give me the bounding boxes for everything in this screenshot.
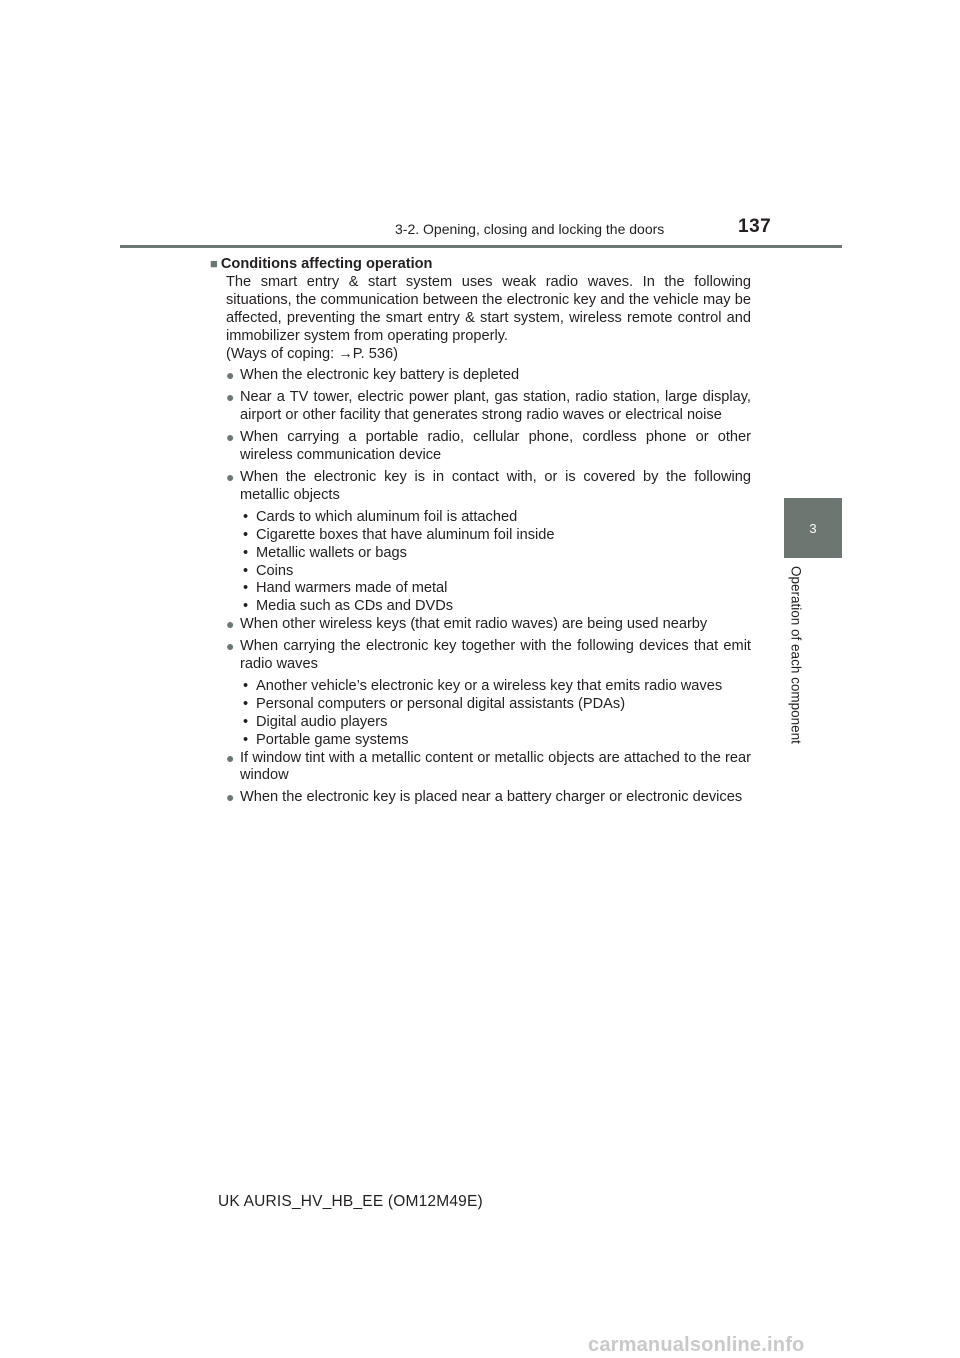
sub-list-item: • Portable game systems (240, 732, 751, 750)
sub-list-item: • Digital audio players (240, 714, 751, 732)
sub-list-item: • Cigarette boxes that have aluminum foil inside (240, 527, 751, 545)
circle-bullet-icon: ● (226, 429, 235, 446)
circle-bullet-icon: ● (226, 367, 235, 384)
circle-bullet-icon: ● (226, 389, 235, 406)
page-number: 137 (738, 216, 772, 237)
section-title: 3-2. Opening, closing and locking the doors (395, 221, 665, 237)
sub-list-item: • Another vehicle’s electronic key or a wireless key that emits radio waves (240, 678, 751, 696)
sub-list-item: • Metallic wallets or bags (240, 545, 751, 563)
sub-list-item: • Hand warmers made of metal (240, 580, 751, 598)
list-item: ● When the electronic key is placed near a battery charger or electronic devices (226, 789, 743, 806)
sub-list-item: • Cards to which aluminum foil is attached (240, 509, 751, 527)
circle-bullet-icon: ● (226, 749, 235, 766)
list-item: ● When the electronic key battery is depleted (226, 367, 520, 384)
sub-list-item: • Media such as CDs and DVDs (240, 598, 751, 616)
list-item: ● When carrying the electronic key together with the following devices that emit radio waves (226, 638, 751, 673)
circle-bullet-icon: ● (226, 468, 235, 485)
square-bullet-icon: ■ (210, 256, 218, 271)
list-item: ● When carrying a portable radio, cellular phone, cordless phone or other wireless communication device (226, 429, 751, 464)
sub-list-item: • Personal computers or personal digital assistants (PDAs) (240, 696, 751, 714)
circle-bullet-icon: ● (226, 638, 235, 655)
cross-reference: (Ways of coping: →P. 536) (226, 345, 398, 362)
section-heading-text: Conditions affecting operation (220, 256, 433, 272)
header-divider (120, 245, 842, 248)
page-content (210, 255, 751, 811)
manual-code: UK AURIS_HV_HB_EE (OM12M49E) (218, 1193, 483, 1210)
sub-list-item: • Coins (240, 563, 751, 581)
radio-devices-list (240, 678, 751, 750)
list-item: ● When the electronic key is in contact with, or is covered by the following metallic objects (226, 468, 751, 503)
watermark: carmanualsonline.info (588, 1334, 805, 1356)
list-item: ● Near a TV tower, electric power plant, gas station, radio station, large display, airport or other facility that generates strong radio waves or electrical noise (226, 389, 751, 424)
section-heading (210, 255, 751, 274)
circle-bullet-icon: ● (226, 616, 235, 633)
metallic-objects-list (240, 509, 751, 616)
list-item: ● When other wireless keys (that emit radio waves) are being used nearby (226, 616, 708, 633)
circle-bullet-icon: ● (226, 789, 235, 806)
intro-paragraph: The smart entry & start system uses weak radio waves. In the following situations, the communication between the electronic key and the vehicle may be affected, preventing the smart entry & start system, wireless remote control and immobilizer system from operating properly. (226, 273, 751, 344)
list-item: ● If window tint with a metallic content or metallic objects are attached to the rear window (226, 749, 751, 784)
chapter-tab (784, 498, 842, 558)
chapter-number: 3 (809, 520, 817, 536)
chapter-label: Operation of each component (788, 566, 804, 744)
